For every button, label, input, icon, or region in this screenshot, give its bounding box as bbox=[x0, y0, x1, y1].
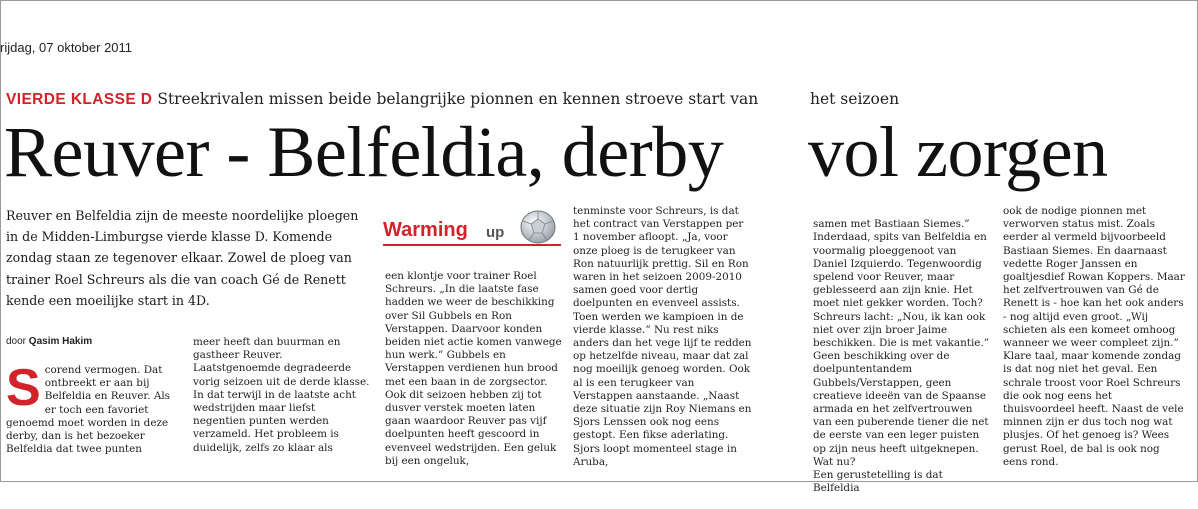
headline-continued: vol zorgen bbox=[808, 112, 1108, 192]
intro-paragraph: Reuver en Belfeldia zijn de meeste noordelijke ploegen in de Midden-Limburgse vierde klasse D. Komende zondag staan ze tegenover elkaar. Zowel de ploeg van trainer Roel Schreurs als die van coach Gé de Renett kende een moeilijke start in 4D. bbox=[6, 208, 359, 308]
column-2-text: meer heeft dan buurman en gastheer Reuver. Laatstgenoemde degradeerde vorig seizoen uit de derde klasse. In dat terwijl in de laatste acht wedstrijden maar liefst negentien punten werden verzameld. Het probleem is duidelijk, zelfs zo klaar als bbox=[193, 336, 370, 454]
kicker bbox=[6, 90, 758, 109]
kicker-text: Streekrivalen missen beide belangrijke pionnen en kennen stroeve start van bbox=[157, 90, 759, 108]
article-column-4 bbox=[573, 205, 753, 469]
column-1-text: corend vermogen. Dat ontbreekt er aan bij Belfeldia en Reuver. Als er toch een favoriet genoemd moet worden in deze derby, dan is het bezoeker Belfeldia dat twee punten bbox=[6, 364, 171, 456]
byline bbox=[6, 336, 92, 347]
column-3-text: een klontje voor trainer Roel Schreurs. „In die laatste fase hadden we weer de beschikking over Sil Gubbels en Ron Verstappen. Daarvoor konden beiden niet actie komen vanwege hun werk.” Gubbels en Verstappen verdienen hun brood met een baan in de zorgsector. Ook dit seizoen hebben zij tot dusver verstek moeten laten gaan waardoor Reuver pas vijf doelpunten heeft gescoord in evenveel wedstrijden. Een geluk bij een ongeluk, bbox=[385, 270, 562, 467]
soccer-ball-icon bbox=[519, 209, 557, 245]
column-6-text: ook de nodige pionnen met verworven status mist. Zoals eerder al vermeld bijvoorbeeld Bastiaan Siemes. En daarnaast vedette Roger Janssen en goaltjesdief Rowan Koppers. Maar het zelfvertrouwen van Gé de Renett is - hoe kan het ook anders - nog altijd even groot. „Wij schieten als een komeet omhoog wanneer we weer compleet zijn.” Klare taal, maar komende zondag is dat nog niet het geval. Een schrale troost voor Roel Schreurs die ook nog eens het thuisvoordeel heeft. Naast de vele minnen zijn er dus toch nog wat plusjes. Of het genoeg is? Wees gerust Roel, de bal is ook nog eens rond. bbox=[1003, 205, 1185, 468]
publication-date: rijdag, 07 oktober 2011 bbox=[0, 40, 133, 55]
warming-label-word: Warming bbox=[383, 219, 468, 241]
headline: Reuver - Belfeldia, derby bbox=[4, 112, 724, 192]
warming-label-suffix: up bbox=[486, 224, 505, 241]
warming-up-label bbox=[383, 209, 561, 249]
kicker-text-end: het seizoen bbox=[810, 90, 900, 108]
article-column-5 bbox=[813, 205, 991, 509]
author-name: Qasim Hakim bbox=[28, 336, 93, 347]
column-5-text: samen met Bastiaan Siemes.” Inderdaad, spits van Belfeldia en voormalig ploeggenoot van Daniel Izquierdo. Tegenwoordig spelend voor Reuver, maar geblesseerd aan zijn knie. Het moet niet gekker worden. Toch? Schreurs lacht: „Nou, ik kan ook niet over zijn broer Jaime beschikken. Die is met vakantie.” Geen beschikking over de doelpuntentandem Gubbels/Verstappen, geen creatieve ideeën van de Spaanse armada en het zelfvertrouwen van een puberende tiener die net de eerste van een leger puisten op zijn neus heeft uitgeknepen. Wat nu? Een gerustetelling is dat Belfeldia bbox=[813, 218, 990, 495]
article-column-3 bbox=[385, 270, 563, 468]
drop-cap: S bbox=[6, 359, 41, 417]
section-tag: VIERDE KLASSE D bbox=[6, 91, 153, 108]
article-column-1 bbox=[6, 359, 176, 456]
article-column-2 bbox=[193, 336, 371, 455]
byline-prefix: door bbox=[6, 336, 27, 347]
column-4-text: tenminste voor Schreurs, is dat het contract van Verstappen per 1 november afloopt. „Ja, voor onze ploeg is de terugkeer van Ron natuurlijk prettig. Sil en Ron waren in het seizoen 2009-2010 samen goed voor dertig doelpunten en evenveel assists. Toen werden we kampioen in de vierde klasse.” Nu rest niks anders dan het vege lijf te redden op hetzelfde niveau, maar dat zal nog moeilijk genoeg worden. Ook al is een terugkeer van Verstappen aanstaande. „Naast deze situatie zijn Roy Niemans en Sjors Lenssen ook nog eens gestopt. Een fikse aderlating. Sjors loopt momenteel stage in Aruba, bbox=[573, 205, 752, 468]
article-column-6 bbox=[1003, 205, 1187, 469]
